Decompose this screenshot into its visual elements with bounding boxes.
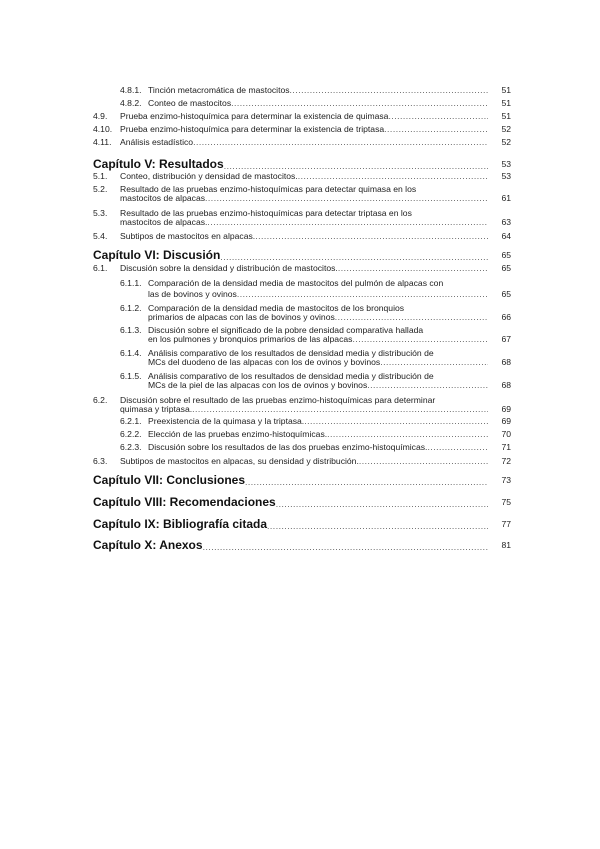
toc-entry-title: Análisis estadístico [120,138,194,147]
toc-entry-title: Capítulo IX: Bibliografía citada [93,518,268,531]
toc-page-number: 53 [501,171,511,181]
toc-page-number: 69 [501,416,511,426]
toc-page-number: 72 [501,456,511,466]
toc-entry-title: Resultado de las pruebas enzimo-histoquímicas para detectar quimasa en los [120,185,417,194]
toc-entry-title: Conteo de mastocitos [148,99,232,108]
toc-entry-title: Prueba enzimo-histoquímica para determinar la existencia de quimasa [120,112,389,121]
dot-leader [276,499,488,509]
toc-page-number: 73 [501,475,511,485]
toc-page-number: 64 [501,231,511,241]
toc-entry-number: 6.3. [93,456,108,466]
toc-page-number: 65 [501,250,511,260]
toc-entry-title: mastocitos de alpacas. [120,218,208,228]
toc-page-number: 70 [501,429,511,439]
toc-entry-number: 5.1. [93,171,108,181]
dot-leader [267,521,488,531]
toc-page-number: 67 [501,334,511,345]
toc-entry-number: 6.1.3. [120,325,142,335]
toc-entry-number: 6.1. [93,263,108,273]
toc-entry-title: quimasa y triptasa. [120,405,193,415]
toc-entry-title: Capítulo VIII: Recomendaciones [93,496,276,509]
toc-entry-title: Subtipos de mastocitos en alpacas, su densidad y distribución. [120,457,359,466]
dot-leader [237,290,488,299]
toc-entry-number: 6.2.1. [120,416,142,426]
toc-entry-title: MCs del duodeno de las alpacas con los de ovinos y bovinos [148,358,381,368]
toc-page-number: 65 [501,263,511,273]
toc-page-number: 65 [501,289,511,300]
toc-entry-number: 6.1.4. [120,348,142,358]
dot-leader [352,335,488,344]
dot-leader [298,172,488,181]
toc-page-number: 77 [501,519,511,529]
toc-entry-title: Discusión sobre la densidad y distribución de mastocitos. [120,264,338,273]
toc-entry-title: Prueba enzimo-histoquímica para determinar la existencia de triptasa [120,125,385,134]
toc-page-number: 71 [501,442,511,452]
toc-entry-title: MCs de la piel de las alpacas con los de ovinos y bovinos [148,381,368,391]
dot-leader [224,161,488,171]
toc-page-number: 63 [501,217,511,228]
toc-entry-title: en los pulmones y bronquios primarios de las alpacas [148,335,353,345]
toc-entry-number: 6.1.1. [120,278,142,288]
toc-entry-title: Preexistencia de la quimasa y la triptasa. [148,417,305,426]
toc-entry-title: primarios de alpacas con las de bovinos y ovinos [148,313,335,323]
toc-page-number: 75 [501,497,511,507]
toc-entry-title: Elección de las pruebas enzimo-histoquímicas. [148,430,328,439]
toc-entry-title: Resultado de las pruebas enzimo-histoquímicas para detectar triptasa en los [120,209,412,218]
dot-leader [380,358,488,367]
toc-entry-title: Comparación de la densidad media de mastocitos de los bronquios [148,304,405,313]
toc-entry-title: Discusión sobre el resultado de las pruebas enzimo-histoquímicas para determinar [120,396,436,405]
dot-leader [193,138,488,147]
toc-entry-number: 6.1.5. [120,371,142,381]
toc-entry-number: 6.2. [93,395,108,405]
toc-entry-title: las de bovinos y ovinos [148,290,237,300]
dot-leader [207,218,488,227]
dot-leader [304,417,488,426]
toc-entry-number: 5.4. [93,231,108,241]
dot-leader [220,252,488,262]
toc-page-number: 51 [501,85,511,95]
toc-entry-number: 4.10. [93,124,113,134]
toc-entry-number: 6.1.2. [120,303,142,313]
toc-page-number: 69 [501,404,511,415]
dot-leader [384,125,488,134]
toc-entry-title: Análisis comparativo de los resultados de densidad media y distribución de [148,349,434,358]
toc-page-number: 53 [501,159,511,169]
toc-page-number: 68 [501,357,511,368]
dot-leader [367,381,488,390]
toc-entry-title: Análisis comparativo de los resultados de densidad media y distribución de [148,372,434,381]
toc-page-number: 81 [501,540,511,550]
dot-leader [205,194,488,203]
toc-page-number: 52 [501,137,511,147]
toc-entry-title: Tinción metacromática de mastocitos [148,86,290,95]
toc-entry-number: 4.11. [93,137,112,147]
toc-page-number: 68 [501,380,511,391]
toc-entry-number: 5.2. [93,184,108,194]
toc-entry-title: Discusión sobre el significado de la pobre densidad comparativa hallada [148,326,424,335]
toc-entry-title: mastocitos de alpacas [120,194,206,204]
toc-entry-number: 4.8.2. [120,98,142,108]
toc-entry-title: Comparación de la densidad media de mastocitos del pulmón de alpacas con [148,279,444,288]
dot-leader [203,542,488,552]
toc-page-number: 66 [501,312,511,323]
dot-leader [335,313,488,322]
dot-leader [359,457,488,466]
toc-entry-title: Subtipos de mastocitos en alpacas. [120,232,256,241]
dot-leader [327,430,488,439]
toc-entry-title: Capítulo V: Resultados [93,158,224,171]
toc-page-number: 52 [501,124,511,134]
toc-entry-title: Capítulo VI: Discusión [93,249,221,262]
toc-entry-number: 6.2.3. [120,442,142,452]
toc-entry-number: 5.3. [93,208,108,218]
toc-entry-number: 4.9. [93,111,108,121]
toc-entry-number: 6.2.2. [120,429,142,439]
toc-entry-title: Discusión sobre los resultados de las dos pruebas enzimo-histoquímicas. [148,443,428,452]
dot-leader [255,232,488,241]
toc-entry-number: 4.8.1. [120,85,142,95]
dot-leader [290,86,488,95]
dot-leader [245,477,488,487]
dot-leader [192,405,488,414]
dot-leader [338,264,488,273]
toc-entry-title: Capítulo X: Anexos [93,539,203,552]
toc-page-number: 61 [501,193,511,204]
dot-leader [231,99,488,108]
toc-entry-title: Conteo, distribución y densidad de mastocitos. [120,172,298,181]
toc-entry-title: Capítulo VII: Conclusiones [93,474,246,487]
dot-leader [388,112,488,121]
dot-leader [427,443,488,452]
toc-page-number: 51 [501,111,511,121]
toc-page-number: 51 [501,98,511,108]
